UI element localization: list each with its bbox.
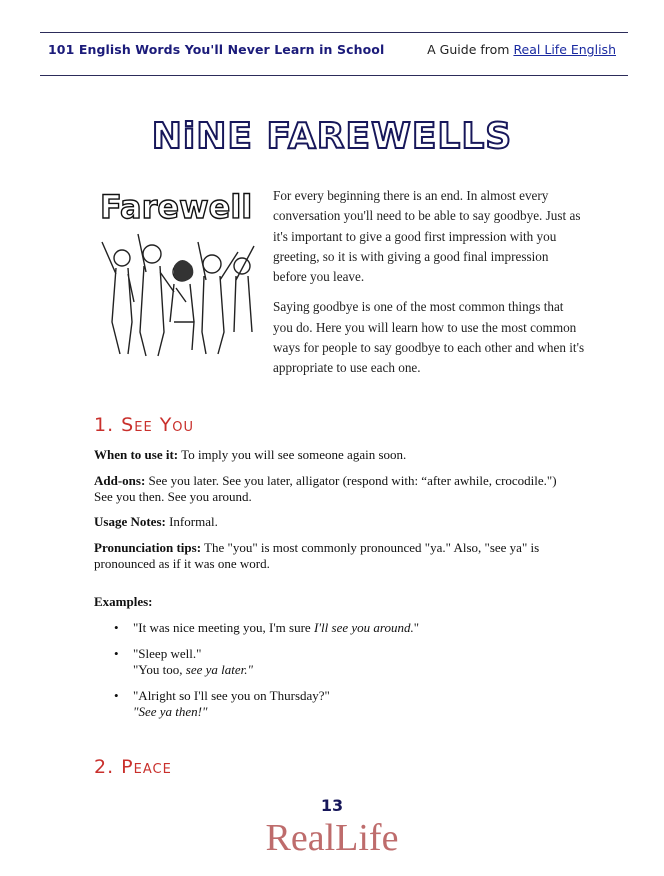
intro-paragraph: For every beginning there is an end. In almost every conversation you'll need to be able to say goodbye. Just as it's important to give a good first impression with you greeting, so it is with giving a good final impression before you leave. bbox=[273, 188, 581, 285]
examples-label: Examples: bbox=[94, 594, 153, 609]
intro-paragraph: Saying goodbye is one of the most common things that you do. Here you will learn how to use the most common ways for people to say goodbye to each other and when it's appropriate to use each one. bbox=[273, 299, 585, 376]
section-heading: 2. Peace bbox=[94, 756, 172, 778]
usage-block bbox=[94, 514, 574, 530]
addons-block bbox=[94, 473, 574, 506]
ex3-line1: "Alright so I'll see you on Thursday?" bbox=[133, 688, 330, 703]
section-body bbox=[94, 447, 574, 463]
book-title: 101 English Words You'll Never Learn in School bbox=[48, 42, 385, 57]
ex2-b: see ya later." bbox=[185, 662, 253, 678]
page-number: 13 bbox=[320, 796, 344, 815]
ex1-c: " bbox=[413, 620, 420, 635]
pronunciation-block bbox=[94, 540, 574, 573]
addons-label: Add-ons: bbox=[94, 473, 146, 488]
illustration-word: Farewell bbox=[100, 188, 253, 226]
bullet: • bbox=[114, 646, 119, 661]
intro-text bbox=[273, 186, 585, 389]
when-label: When to use it: bbox=[94, 447, 179, 462]
example-text bbox=[133, 620, 553, 636]
real-life-english-link[interactable]: Real Life English bbox=[513, 42, 616, 57]
ex2-line2 bbox=[133, 662, 553, 678]
when-to-use bbox=[94, 447, 574, 463]
page-title: NiNE FAREWELLS bbox=[151, 116, 513, 157]
usage-text: Informal. bbox=[165, 514, 218, 529]
pron-label: Pronunciation tips: bbox=[94, 540, 202, 555]
section-heading: 1. See You bbox=[94, 414, 195, 436]
ex1-b: I'll see you around. bbox=[313, 620, 414, 635]
ex1-a: "It was nice meeting you, I'm sure bbox=[133, 620, 314, 635]
header-top-rule bbox=[40, 32, 628, 33]
real-life-logo: RealLife bbox=[265, 817, 399, 859]
example-text bbox=[133, 688, 553, 721]
examples-label-block bbox=[94, 594, 574, 610]
farewell-illustration bbox=[94, 182, 262, 360]
usage-label: Usage Notes: bbox=[94, 514, 166, 529]
ex3-line2: "See ya then!" bbox=[133, 704, 208, 720]
addons bbox=[94, 473, 574, 506]
usage-notes bbox=[94, 514, 574, 530]
running-header bbox=[48, 42, 616, 62]
bullet: • bbox=[114, 688, 119, 703]
header-bottom-rule bbox=[40, 75, 628, 76]
ex2-line1: "Sleep well." bbox=[133, 646, 202, 661]
when-text: To imply you will see someone again soon. bbox=[178, 447, 407, 462]
bullet: • bbox=[114, 620, 119, 635]
example-text bbox=[133, 646, 553, 679]
pronunciation-tips bbox=[94, 540, 574, 573]
pron-text: The "you" is most commonly pronounced "ya." Also, "see ya" is pronounced as if it was one word. bbox=[94, 540, 540, 572]
guide-credit bbox=[427, 42, 616, 57]
guide-credit-prefix: A Guide from bbox=[427, 42, 514, 57]
addons-text: See you later. See you later, alligator (respond with: “after awhile, crocodile.") See you then. See you around. bbox=[94, 473, 557, 505]
ex2-a: "You too, bbox=[133, 662, 186, 678]
